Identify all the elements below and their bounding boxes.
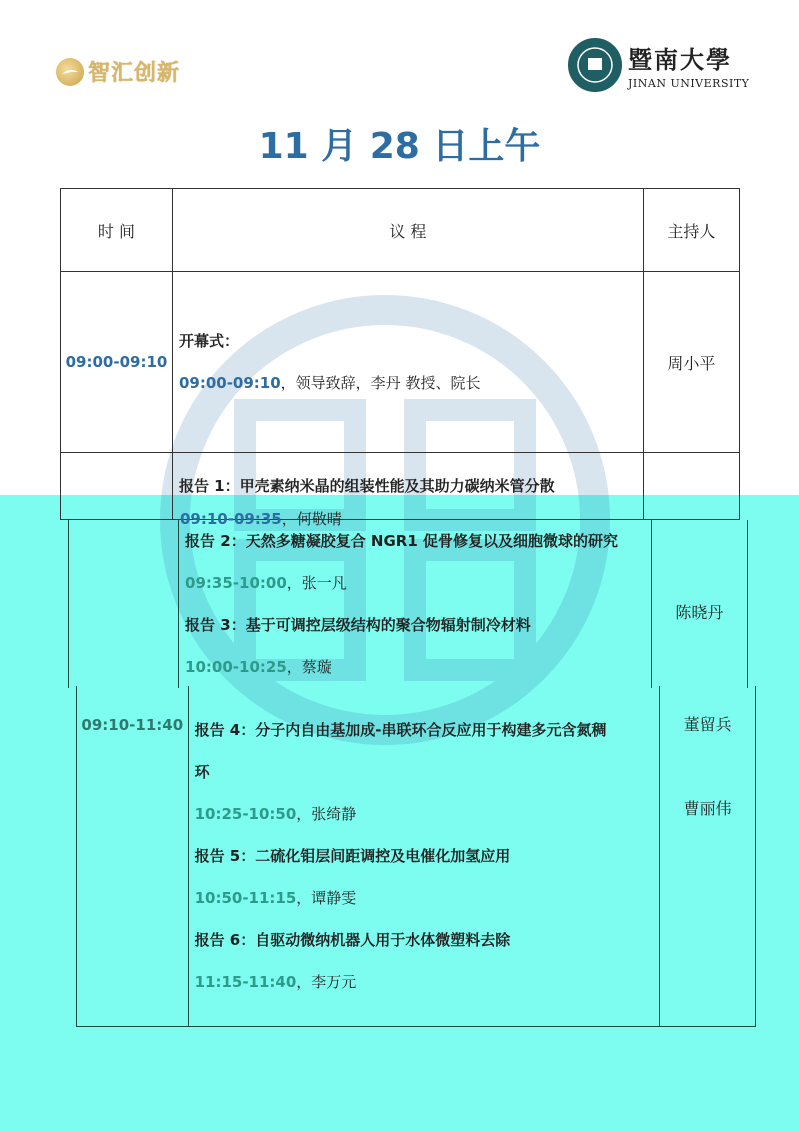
zhihui-logo [56, 56, 180, 87]
entry-speaker: ，张绮静 [296, 805, 357, 823]
session-host [660, 686, 756, 1027]
entry-time: 10:50-11:15 [194, 889, 297, 907]
agenda-entry [179, 362, 643, 404]
table-row [61, 453, 740, 520]
report-title: 报告 6：自驱动微纳机器人用于水体微塑料去除 [194, 931, 511, 949]
header-host: 主持人 [643, 189, 739, 272]
entry-time: 10:00-10:25 [185, 658, 287, 676]
report-title: 报告 2：天然多糖凝胶复合 NGR1 促骨修复以及细胞微球的研究 [185, 532, 619, 550]
schedule-table-continued [76, 686, 756, 1027]
entry-speaker: ，何敬晴 [281, 510, 342, 528]
jinan-university-logo [568, 38, 749, 92]
agenda-entry [195, 877, 660, 919]
schedule-table-continued [68, 520, 748, 688]
report-title-cont: 环 [194, 763, 210, 781]
session-host: 陈晓丹 [651, 520, 747, 688]
entry-text: ，领导致辞，李丹 教授、院长 [280, 374, 481, 392]
session-agenda [188, 686, 660, 1027]
entry-time: 09:10-09:35 [180, 510, 282, 528]
university-seal-icon [568, 38, 622, 92]
agenda-entry [185, 562, 651, 604]
session-host-cell [643, 453, 739, 520]
agenda-entry [185, 646, 651, 688]
logo-text: 智汇创新 [88, 61, 181, 86]
university-name-en: JINAN UNIVERSITY [628, 77, 750, 90]
entry-speaker: ，张一凡 [286, 574, 347, 592]
agenda-entry [195, 793, 660, 835]
session-host: 周小平 [643, 272, 739, 453]
table-row [77, 686, 756, 1027]
header-agenda: 议 程 [172, 189, 643, 272]
session-agenda [179, 520, 652, 688]
table-row [69, 520, 748, 688]
entry-time: 10:25-10:50 [194, 805, 297, 823]
header-time: 时 间 [61, 189, 173, 272]
host-name: 曹丽伟 [683, 799, 732, 818]
entry-time: 09:00-09:10 [178, 374, 281, 392]
entry-speaker: ，谭静雯 [296, 889, 357, 907]
logo-disc-icon [56, 58, 84, 86]
page-title: 11 月 28 日上午 [258, 126, 541, 167]
session-agenda [172, 272, 643, 453]
agenda-entry [195, 961, 660, 1003]
entry-time: 11:15-11:40 [194, 973, 297, 991]
report-title: 报告 4：分子内自由基加成-串联环合反应用于构建多元含氮稠 [194, 721, 607, 739]
report-title: 报告 3：基于可调控层级结构的聚合物辐射制冷材料 [185, 616, 531, 634]
session-time-cell [69, 520, 179, 688]
report-title: 报告 1：甲壳素纳米晶的组装性能及其助力碳纳米管分散 [178, 477, 555, 495]
host-name: 董留兵 [683, 715, 732, 734]
session-time: 09:10-11:40 [77, 686, 189, 1027]
schedule-table [60, 188, 740, 520]
opening-label: 开幕式： [178, 332, 239, 350]
session-time: 09:00-09:10 [61, 272, 173, 453]
university-name-cn: 暨南大學 [628, 45, 732, 74]
entry-speaker: ，蔡璇 [286, 658, 332, 676]
table-header-row [61, 189, 740, 272]
entry-speaker: ，李万元 [296, 973, 357, 991]
entry-time: 09:35-10:00 [185, 574, 287, 592]
table-row [61, 272, 740, 453]
session-time-cell [61, 453, 173, 520]
report-title: 报告 5：二硫化钼层间距调控及电催化加氢应用 [194, 847, 511, 865]
